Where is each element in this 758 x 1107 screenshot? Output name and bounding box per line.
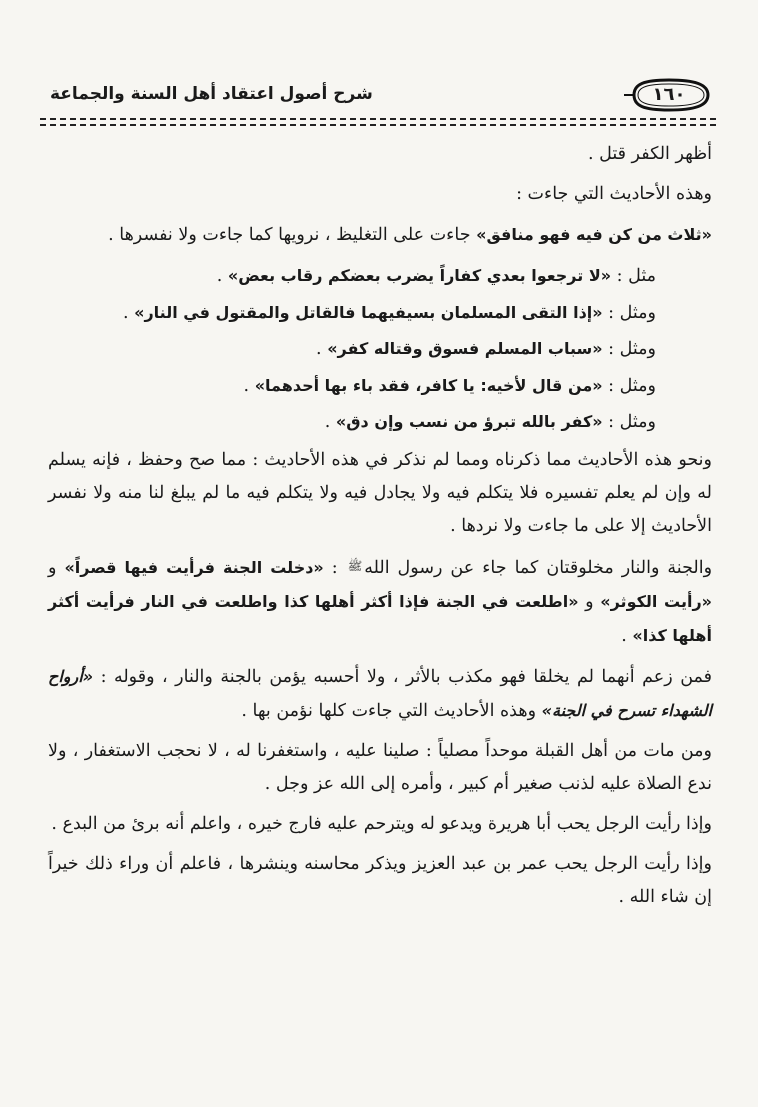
example-end: . (324, 412, 336, 432)
example-end: . (216, 266, 228, 286)
paragraph-5 (48, 550, 712, 653)
example-lead: مثل : (611, 266, 656, 286)
hadith-quote: «رأيت الكوثر» (600, 591, 713, 611)
paragraph-text: و (578, 591, 601, 612)
hadith-quote: «كفر بالله تبرؤ من نسب وإن دق» (335, 412, 603, 431)
example-line-2 (48, 296, 712, 331)
page-header (40, 78, 716, 114)
paragraph-text: و (48, 557, 65, 578)
paragraph-text: وهذه الأحاديث التي جاءت كلها نؤمن بها . (241, 700, 542, 721)
paragraph-6 (48, 660, 712, 728)
example-lead: ومثل : (602, 302, 656, 323)
example-line-5 (48, 405, 712, 440)
paragraph-text: . (621, 625, 633, 646)
page-number-badge (622, 78, 716, 112)
page-number: ١٦٠ (652, 84, 686, 105)
paragraph-text: فمن زعم أنهما لم يخلقا فهو مكذب بالأثر ، ولا أحسبه يؤمن بالجنة والنار ، وقوله : (93, 666, 712, 687)
paragraph-3 (48, 218, 712, 252)
page-body (48, 138, 712, 921)
hadith-quote: «إذا التقى المسلمان بسيفيهما فالقاتل والمقتول في النار» (134, 302, 603, 322)
hadith-quote: «اطلعت في الجنة فإذا أكثر أهلها كذا واطلعت في النار فرأيت أكثر أهلها كذا» (48, 591, 712, 645)
salawat-symbol: ﷺ (347, 558, 363, 573)
example-lead: ومثل : (602, 339, 656, 359)
example-end: . (243, 375, 255, 396)
header-rule-top (40, 118, 716, 120)
example-lead: ومثل : (602, 375, 656, 396)
hadith-quote: «دخلت الجنة فرأيت فيها قصراً» (64, 557, 324, 577)
hadith-quote: «أرواح الشهداء تسرح في الجنة» (48, 666, 712, 720)
paragraph-text: والجنة والنار مخلوقتان كما جاء عن رسول الله (364, 557, 713, 578)
example-end: . (316, 339, 328, 359)
paragraph-text: جاءت على التغليظ ، نرويها كما جاءت ولا نفسرها . (108, 225, 477, 245)
running-title: شرح أصول اعتقاد أهل السنة والجماعة (50, 84, 373, 104)
paragraph-text: : (323, 557, 346, 578)
example-line-1 (48, 259, 712, 294)
example-line-4 (48, 369, 712, 404)
paragraph-9: وإذا رأيت الرجل يحب عمر بن عبد العزيز ويذكر محاسنه وينشرها ، فاعلم أن وراء ذلك خيراً إن شاء الله . (48, 853, 712, 907)
paragraph-1: أظهر الكفر قتل . (587, 144, 712, 164)
paragraph-2: وهذه الأحاديث التي جاءت : (516, 184, 712, 204)
hadith-quote: «لا ترجعوا بعدي كفاراً يضرب بعضكم رقاب بعض» (227, 266, 612, 285)
hadith-quote: «سباب المسلم فسوق وقتاله كفر» (327, 339, 603, 358)
example-line-3 (48, 332, 712, 367)
example-lead: ومثل : (602, 412, 656, 432)
header-rule-bottom (40, 124, 716, 126)
paragraph-8: وإذا رأيت الرجل يحب أبا هريرة ويدعو له ويترحم عليه فارج خيره ، واعلم أنه برئ من البدع . (51, 813, 712, 834)
paragraph-7: ومن مات من أهل القبلة موحداً مصلياً : صلينا عليه ، واستغفرنا له ، لا نحجب الاستغفار ، ولا ندع الصلاة عليه لذنب صغير أم كبير ، وأمره إلى الله عز وجل . (48, 740, 712, 794)
paragraph-4: ونحو هذه الأحاديث مما ذكرناه ومما لم نذكر في هذه الأحاديث : مما صح وحفظ ، فإنه يسلم له وإن لم يعلم تفسيره فلا يتكلم فيه ولا يجادل فيه ولا يتكلم فيه ما لم يبلغ لنا منه ولا نفسر الأحاديث إلا على ما جاءت ولا نردها . (48, 449, 712, 536)
hadith-quote: «ثلاث من كن فيه فهو منافق» (476, 225, 712, 244)
hadith-quote: «من قال لأخيه: يا كافر، فقد باء بها أحدهما» (254, 375, 603, 395)
example-end: . (122, 302, 135, 323)
